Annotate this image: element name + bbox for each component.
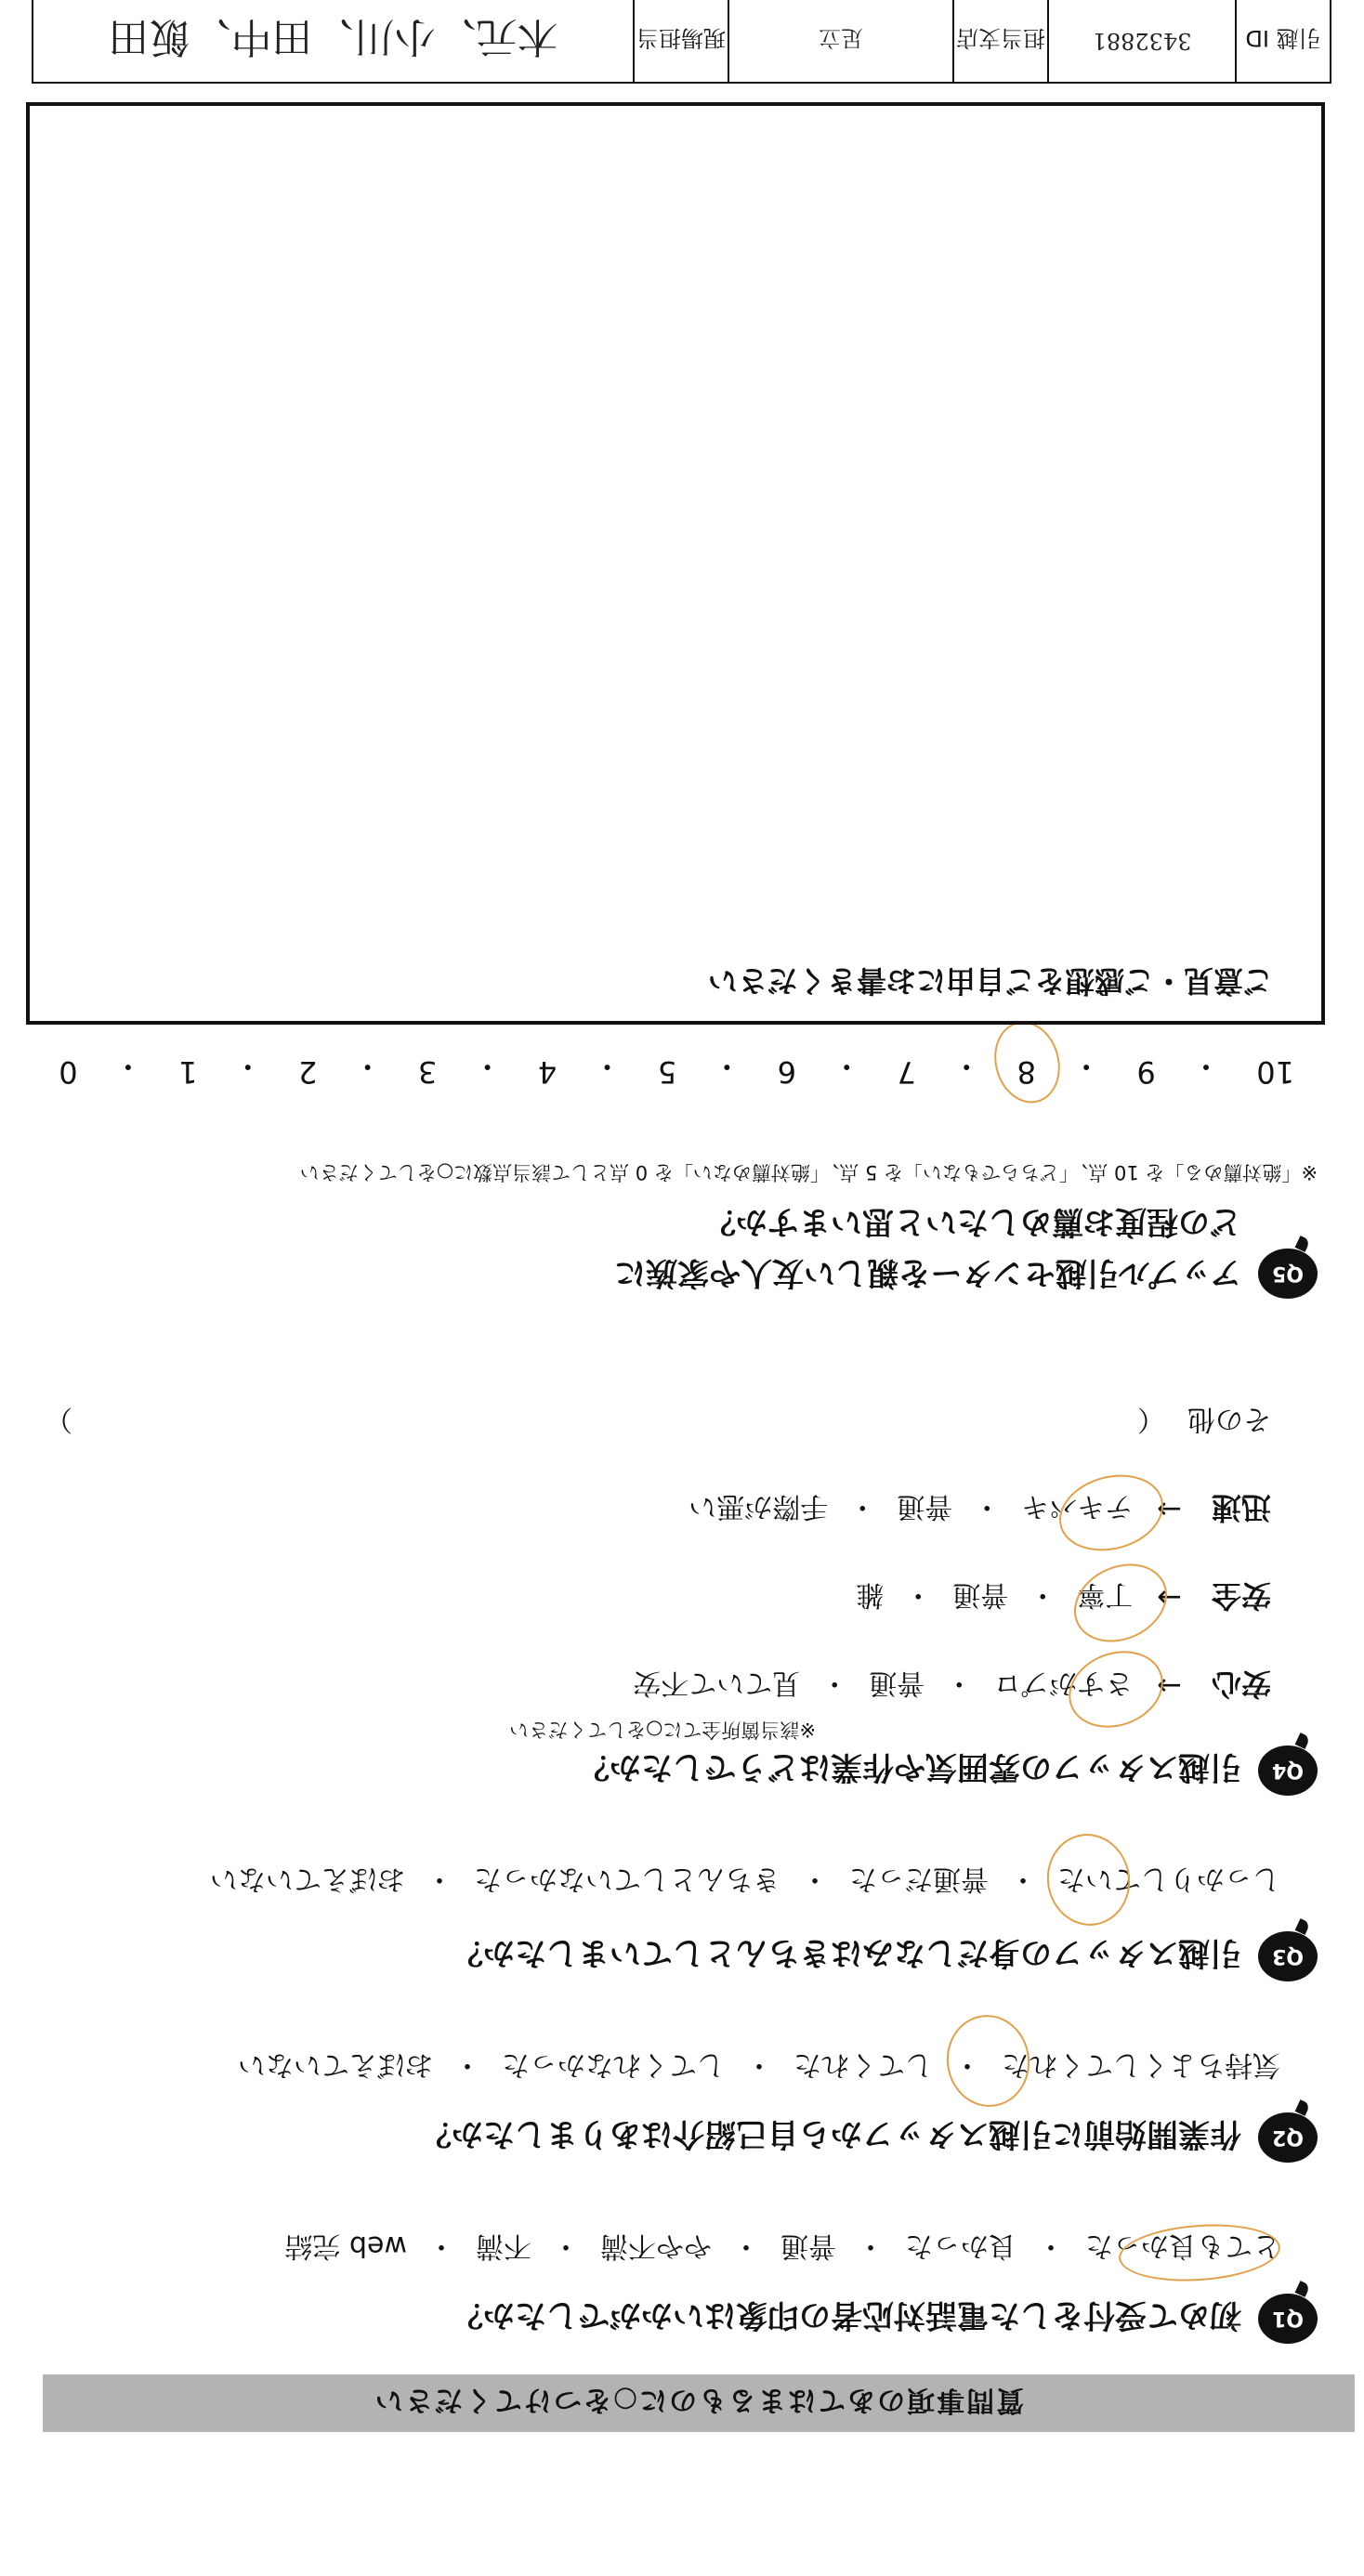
q4-row-2-option-2[interactable]: 普通	[952, 1578, 1009, 1611]
q1-option-5[interactable]: 不満	[476, 2229, 531, 2262]
branch-label-cell: 担当支店	[954, 0, 1049, 82]
question-3	[452, 1931, 1318, 1981]
q2-option-2[interactable]: してくれた	[793, 2048, 933, 2081]
q4-row-2-option-3[interactable]: 雑	[856, 1578, 885, 1611]
q5-note: ※「絶対薦める」を 10 点、「どちらでもない」を 5 点、「絶対薦めない」を 0 点として該当点数に○をしてください	[299, 1161, 1318, 1183]
q1-text: 初めて受付をした電話対応者の印象はいかがでしたか？	[452, 2296, 1241, 2334]
q4-other-row: その他 （ ）	[45, 1402, 1271, 1443]
comment-box[interactable]	[26, 102, 1325, 1025]
score-9[interactable]: 9	[1136, 1054, 1156, 1090]
q1-option-6[interactable]: web 完結	[284, 2229, 407, 2262]
question-4	[578, 1746, 1318, 1796]
id-label-cell: 引越 ID	[1245, 25, 1321, 52]
score-8[interactable]: 8	[1016, 1054, 1036, 1090]
q4-row-jinsoku: 迅速 → テキパキ ・ 普通 ・ 手際が悪い	[689, 1488, 1271, 1531]
q3-options: しっかりしていた ・ 普通だった ・ きちんとしていなかった ・ おぼえていない	[210, 1862, 1280, 1903]
q2-badge: Q2	[1258, 2112, 1318, 2163]
arrow-right-icon: →	[1157, 1668, 1182, 1704]
arrow-right-icon: →	[1157, 1580, 1182, 1615]
q1-option-1[interactable]: とても良かった	[1085, 2229, 1280, 2262]
q2-text: 作業開始前に引越スタッフから自己紹介はありましたか？	[420, 2115, 1241, 2153]
q1-option-2[interactable]: 良かった	[905, 2229, 1016, 2262]
q4-row-anshin: 安心 → さすがプロ ・ 普通 ・ 見ていて不安	[633, 1665, 1271, 1707]
q1-badge: Q1	[1258, 2294, 1318, 2344]
score-6[interactable]: 6	[777, 1054, 797, 1090]
q3-text: 引越スタッフの身だしなみはきちんとしていましたか？	[452, 1934, 1241, 1972]
q2-option-4[interactable]: おぼえていない	[238, 2048, 433, 2081]
question-5	[614, 1202, 1318, 1299]
q4-badge: Q4	[1258, 1746, 1318, 1796]
q5-text-line2: どの程度お薦めしたいと思いますか？	[704, 1203, 1241, 1240]
score-10[interactable]: 10	[1256, 1054, 1294, 1090]
q4-row-2-option-1[interactable]: 丁寧	[1077, 1578, 1134, 1611]
q3-option-4[interactable]: おぼえていない	[210, 1863, 405, 1895]
arrow-right-icon: →	[1157, 1492, 1182, 1527]
q1-option-3[interactable]: 普通	[780, 2229, 836, 2262]
q4-row-3-option-1[interactable]: テキパキ	[1021, 1490, 1134, 1523]
q2-option-3[interactable]: してくれなかった	[502, 2048, 725, 2081]
q4-row-1-label: 安心	[1211, 1667, 1271, 1702]
q4-other-label: その他	[1187, 1403, 1271, 1435]
q4-row-1-option-2[interactable]: 普通	[869, 1667, 925, 1699]
branch-value-cell: 足立	[729, 0, 954, 82]
q4-row-1-option-1[interactable]: さすがプロ	[993, 1667, 1134, 1699]
q1-option-4[interactable]: やや不満	[600, 2229, 712, 2262]
q4-other-input[interactable]	[72, 1407, 1137, 1437]
q5-badge: Q5	[1258, 1249, 1318, 1299]
score-2[interactable]: 2	[298, 1054, 318, 1090]
q5-text-line1: アップル引越センターを親しい友人や家族に	[614, 1254, 1241, 1291]
staff-info-table	[32, 0, 1331, 84]
question-1	[452, 2294, 1318, 2344]
instruction-text: 質問事項のあてはまるものに○をつけてください	[373, 2384, 1025, 2416]
score-4[interactable]: 4	[537, 1054, 557, 1090]
crew-value-cell: 木元、小川、田中、飯田	[33, 0, 635, 82]
q3-badge: Q3	[1258, 1931, 1318, 1981]
comment-body[interactable]	[67, 143, 1273, 947]
q4-row-3-label: 迅速	[1211, 1490, 1271, 1525]
question-2	[420, 2112, 1318, 2163]
score-1[interactable]: 1	[178, 1054, 198, 1090]
q4-row-anzen: 安全 → 丁寧 ・ 普通 ・ 雑	[856, 1576, 1271, 1619]
q3-option-1[interactable]: しっかりしていた	[1057, 1863, 1280, 1895]
q2-option-1[interactable]: 気持ちよくしてくれた	[1002, 2048, 1280, 2081]
q5-score-scale: 10 ・ 9 ・ 8 ・ 7 ・ 6 ・ 5 ・ 4 ・ 3 ・ 2 ・ 1 ・ 0	[59, 1049, 1294, 1090]
q4-note: ※該当箇所全てに○をしてください	[509, 1719, 816, 1741]
instruction-banner	[43, 2374, 1355, 2432]
id-value-cell: 3432881	[1049, 0, 1237, 82]
crew-label-cell: 現場担当	[635, 0, 729, 82]
q3-option-3[interactable]: きちんとしていなかった	[474, 1863, 780, 1895]
q2-options: 気持ちよくしてくれた ・ してくれた ・ してくれなかった ・ おぼえていない	[238, 2047, 1280, 2088]
score-5[interactable]: 5	[657, 1054, 677, 1090]
q3-option-2[interactable]: 普通だった	[849, 1863, 989, 1895]
q4-row-3-option-3[interactable]: 手際が悪い	[689, 1490, 829, 1523]
q4-row-1-option-3[interactable]: 見ていて不安	[633, 1667, 801, 1699]
score-3[interactable]: 3	[417, 1054, 438, 1090]
q4-text: 引越スタッフの雰囲気や作業はどうでしたか？	[578, 1748, 1241, 1786]
score-0[interactable]: 0	[59, 1054, 78, 1090]
q1-options: とても良かった ・ 良かった ・ 普通 ・ やや不満 ・ 不満 ・ web 完結	[284, 2229, 1280, 2269]
q4-row-2-label: 安全	[1211, 1578, 1271, 1614]
comment-title: ご意見・ご感想をご自由にお書きください	[707, 963, 1273, 999]
score-7[interactable]: 7	[897, 1054, 916, 1090]
q4-row-3-option-2[interactable]: 普通	[897, 1490, 953, 1523]
